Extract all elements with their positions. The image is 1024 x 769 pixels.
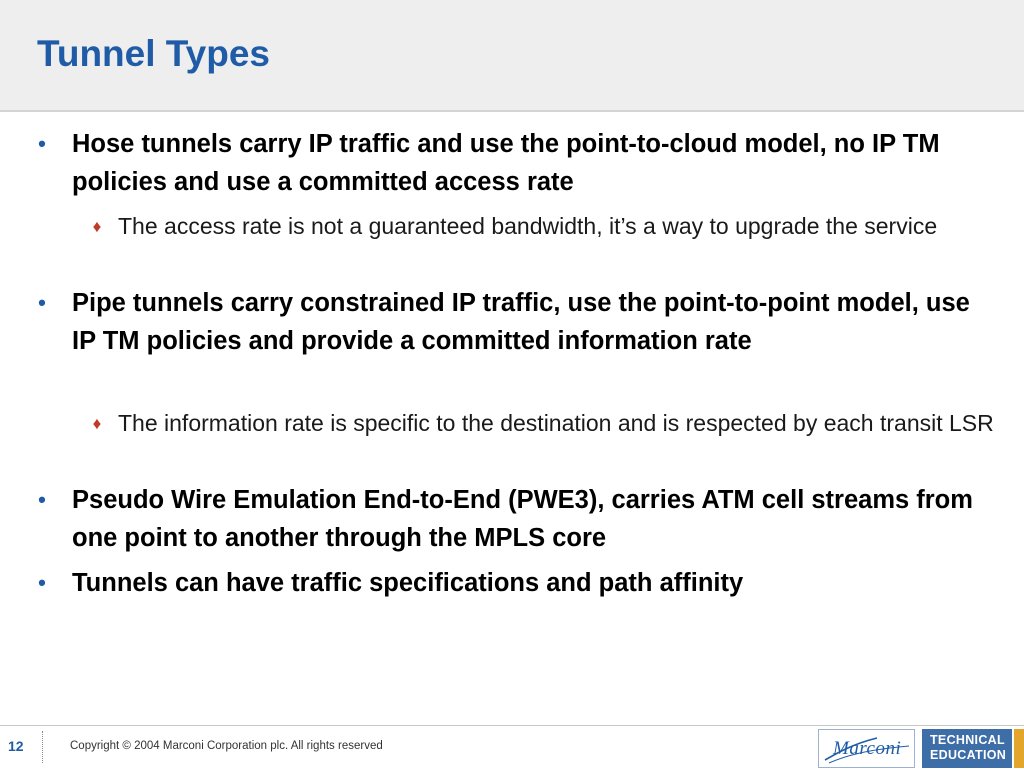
footer-divider [0, 725, 1024, 726]
slide-title: Tunnel Types [37, 33, 270, 74]
diamond-icon: ♦ [92, 414, 102, 433]
bullet-item [38, 125, 982, 201]
accent-strip [1014, 729, 1024, 768]
sub-bullet-item [92, 407, 998, 440]
bullet-marker: • [38, 290, 46, 315]
bullet-text: Pseudo Wire Emulation End-to-End (PWE3), carries ATM cell streams from one point to another through the MPLS core [72, 486, 973, 552]
diamond-icon: ♦ [92, 217, 102, 236]
bullet-item [38, 564, 982, 602]
page-number: 12 [8, 738, 24, 754]
badge-label [930, 733, 1006, 763]
bullet-item [38, 481, 982, 557]
sub-bullet-item [92, 210, 998, 243]
badge-line-2: EDUCATION [930, 748, 1007, 762]
badge-line-1: TECHNICAL [930, 733, 1005, 747]
bullet-marker: • [38, 570, 46, 595]
marconi-logo [818, 729, 915, 768]
title-divider [0, 110, 1024, 112]
technical-education-badge [922, 729, 1012, 768]
bullet-text: Hose tunnels carry IP traffic and use the point-to-cloud model, no IP TM policies and use a committed access rate [72, 130, 940, 196]
footer-separator [42, 731, 43, 763]
bullet-item [38, 284, 982, 360]
sub-bullet-text: The information rate is specific to the destination and is respected by each transit LSR [118, 410, 994, 436]
sub-bullet-text: The access rate is not a guaranteed bandwidth, it’s a way to upgrade the service [118, 213, 938, 239]
bullet-marker: • [38, 131, 46, 156]
bullet-marker: • [38, 487, 46, 512]
copyright-notice: Copyright © 2004 Marconi Corporation plc. All rights reserved [70, 740, 383, 752]
bullet-text: Pipe tunnels carry constrained IP traffic, use the point-to-point model, use IP TM policies and provide a committed information rate [72, 289, 970, 355]
bullet-text: Tunnels can have traffic specifications and path affinity [72, 569, 744, 597]
logo-wordmark: Marconi [833, 738, 902, 759]
